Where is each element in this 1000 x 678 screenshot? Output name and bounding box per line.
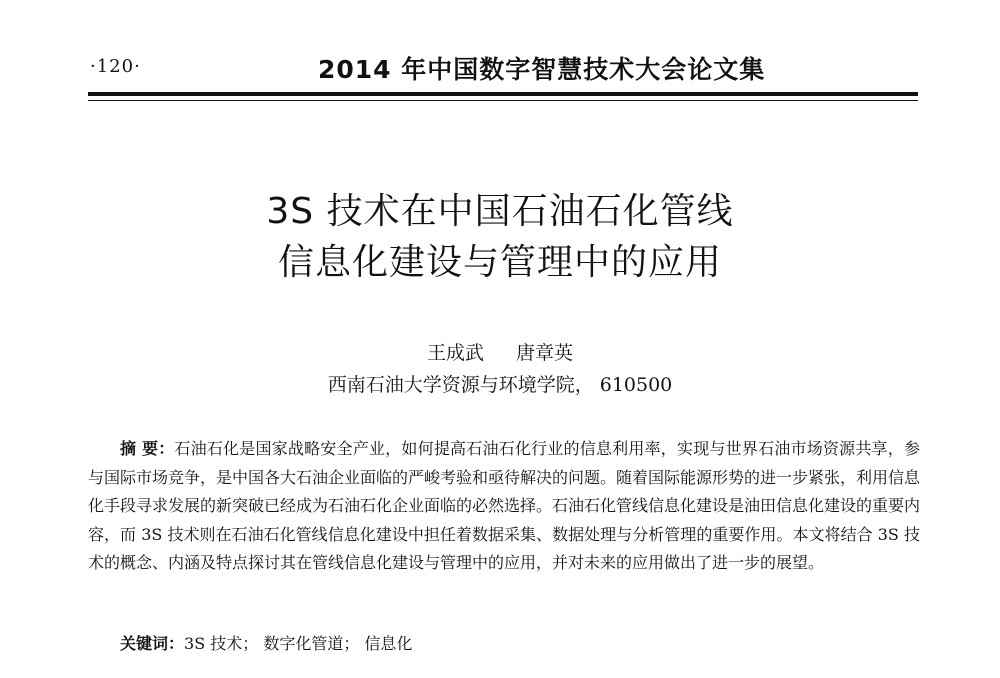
abstract-text: 石油石化是国家战略安全产业，如何提高石油石化行业的信息利用率，实现与世界石油市场资源共享，参与国际市场竞争，是中国各大石油企业面临的严峻考验和亟待解决的问题。随着国际能源形势的进一步紧张，利用信息化手段寻求发展的新突破已经成为石油石化企业面临的必然选择。石油石化管线信息化建设是油田信息化建设的重要内容，而 3S 技术则在石油石化管线信息化建设中担任着数据采集、数据处理与分析管理的重要作用。本文将结合 3S 技术的概念、内涵及特点探讨其在管线信息化建设与管理中的应用，并对未来的应用做出了进一步的展望。 bbox=[88, 439, 921, 572]
author-name: 唐章英 bbox=[516, 342, 574, 364]
running-title: 2014 年中国数字智慧技术大会论文集 bbox=[318, 55, 766, 84]
authors bbox=[0, 338, 1000, 365]
author-name: 王成武 bbox=[426, 342, 484, 364]
header-rule-thin bbox=[88, 100, 918, 101]
affiliation: 西南石油大学资源与环境学院， 610500 bbox=[327, 374, 673, 396]
abstract-label: 摘 要： bbox=[120, 439, 175, 458]
keywords bbox=[120, 631, 412, 654]
keywords-text: 3S 技术； 数字化管道； 信息化 bbox=[184, 634, 413, 653]
paper-title-line-2: 信息化建设与管理中的应用 bbox=[277, 242, 722, 283]
paper-title-line-1: 3S 技术在中国石油石化管线 bbox=[266, 191, 734, 232]
keywords-label: 关键词： bbox=[120, 634, 185, 653]
abstract bbox=[88, 435, 920, 578]
page-number: ·120· bbox=[90, 56, 141, 77]
header-rule-thick bbox=[88, 92, 918, 96]
